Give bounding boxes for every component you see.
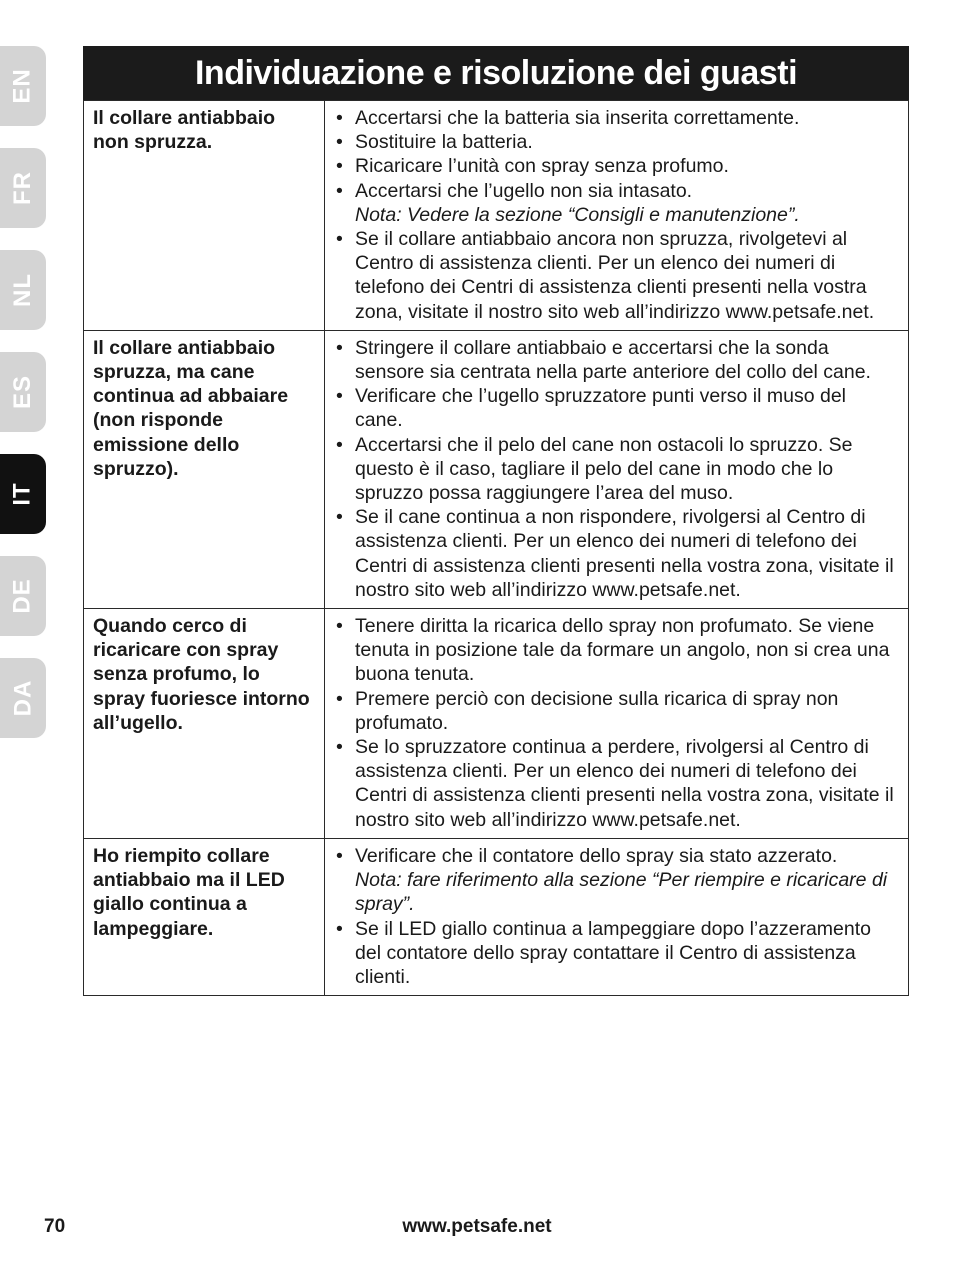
solution-text: Tenere diritta la ricarica dello spray non profumato. Se viene tenuta in posizione tale da formare un angolo, non si crea una buona tenuta. xyxy=(355,615,890,686)
solution-text: Verificare che il contatore dello spray sia stato azzerato. xyxy=(355,844,838,867)
table-row xyxy=(84,330,909,608)
solution-text: Accertarsi che il pelo del cane non ostacoli lo spruzzo. Se questo è il caso, tagliare il pelo del cane in modo che lo spruzzo possa raggiungere l’area del muso. xyxy=(355,433,853,505)
table-row xyxy=(84,609,909,839)
list-item xyxy=(334,735,899,832)
solution-list xyxy=(334,614,899,832)
problem-cell: Il collare antiabbaio spruzza, ma cane continua ad abbaiare (non risponde emissione dello spruzzo). xyxy=(84,330,325,608)
list-item xyxy=(334,336,899,384)
list-item xyxy=(334,154,899,178)
solution-text: Premere perciò con decisione sulla ricarica di spray non profumato. xyxy=(355,687,839,734)
lang-tab-nl[interactable] xyxy=(0,250,46,330)
solution-text: Se il LED giallo continua a lampeggiare dopo l’azzeramento del contatore dello spray contattare il Centro di assistenza clienti. xyxy=(355,917,871,988)
list-item xyxy=(334,614,899,687)
solution-text: Se il collare antiabbaio ancora non spruzza, rivolgetevi al Centro di assistenza clienti. Per un elenco dei numeri di telefono dei Centri di assistenza clienti presenti nella vostra zona, visitate il nostro sito web all’indirizzo www.petsafe.net. xyxy=(355,228,875,323)
lang-tab-label: DE xyxy=(9,578,36,614)
lang-tab-label: FR xyxy=(9,171,36,205)
lang-tab-de[interactable] xyxy=(0,556,46,636)
list-item xyxy=(334,687,899,735)
list-item xyxy=(334,844,899,917)
solution-text: Se il cane continua a non rispondere, rivolgersi al Centro di assistenza clienti. Per un elenco dei numeri di telefono dei Centri di assistenza clienti presenti nella vostra zona, visitate il nostro sito web all’indirizzo www.petsafe.net. xyxy=(355,506,894,601)
solution-text: Accertarsi che la batteria sia inserita correttamente. xyxy=(355,107,800,129)
lang-tab-label: NL xyxy=(9,273,36,307)
solution-text: Ricaricare l’unità con spray senza profumo. xyxy=(355,155,729,178)
list-item xyxy=(334,106,899,130)
lang-tab-label: ES xyxy=(8,374,36,410)
table-row xyxy=(84,838,909,995)
lang-tab-es[interactable] xyxy=(0,352,46,432)
page-header xyxy=(83,46,909,100)
solution-text: Verificare che l’ugello spruzzatore punti verso il muso del cane. xyxy=(355,385,846,432)
lang-tab-label: DA xyxy=(8,679,36,717)
solution-cell xyxy=(325,609,909,839)
page-title: Individuazione e risoluzione dei guasti xyxy=(194,53,798,92)
list-item xyxy=(334,227,899,324)
lang-tab-da[interactable] xyxy=(0,658,46,738)
list-item xyxy=(334,505,899,602)
lang-tab-label: IT xyxy=(8,482,36,506)
solution-cell xyxy=(325,101,909,331)
lang-tab-it[interactable] xyxy=(0,454,46,534)
list-item xyxy=(334,179,899,227)
footer-url: www.petsafe.net xyxy=(402,1216,552,1237)
list-item xyxy=(334,130,899,154)
solution-note: Nota: Vedere la sezione “Consigli e manutenzione”. xyxy=(355,203,800,226)
solution-text: Accertarsi che l’ugello non sia intasato. xyxy=(355,179,693,202)
solution-text: Se lo spruzzatore continua a perdere, rivolgersi al Centro di assistenza clienti. Per un elenco dei numeri di telefono dei Centri di assistenza clienti presenti nella vostra zona, visitate il nostro sito web all’indirizzo www.petsafe.net. xyxy=(355,736,894,831)
solution-text: Sostituire la batteria. xyxy=(355,131,533,154)
solution-text: Stringere il collare antiabbaio e accertarsi che la sonda sensore sia centrata nella parte anteriore del collo del cane. xyxy=(355,336,871,384)
lang-tab-label: EN xyxy=(9,68,36,104)
list-item xyxy=(334,917,899,990)
table-row xyxy=(84,101,909,331)
solution-list xyxy=(334,336,899,602)
lang-tab-en[interactable] xyxy=(0,46,46,126)
solution-note: Nota: fare riferimento alla sezione “Per riempire e ricaricare di spray”. xyxy=(355,869,888,916)
problem-cell: Ho riempito collare antiabbaio ma il LED giallo continua a lampeggiare. xyxy=(84,838,325,995)
problem-cell: Quando cerco di ricaricare con spray senza profumo, lo spray fuoriesce intorno all’ugello. xyxy=(84,609,325,839)
page-number: 70 xyxy=(44,1216,66,1237)
solution-list xyxy=(334,106,899,324)
troubleshooting-table xyxy=(83,100,909,996)
language-tabs xyxy=(0,46,46,760)
solution-cell xyxy=(325,838,909,995)
solution-list xyxy=(334,844,899,989)
list-item xyxy=(334,384,899,432)
lang-tab-fr[interactable] xyxy=(0,148,46,228)
solution-cell xyxy=(325,330,909,608)
list-item xyxy=(334,433,899,506)
problem-cell: Il collare antiabbaio non spruzza. xyxy=(84,101,325,331)
